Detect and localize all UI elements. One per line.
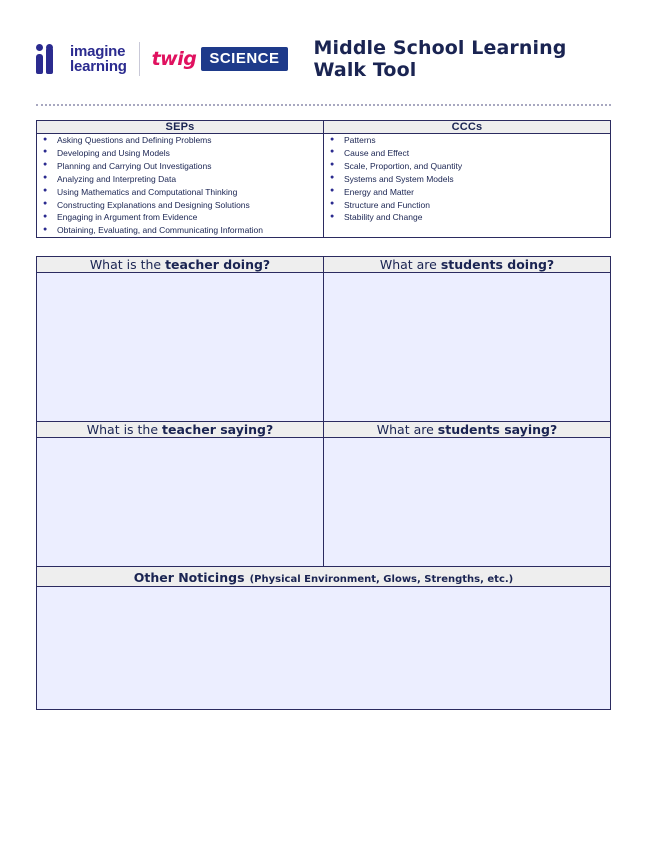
list-item: ● Using Mathematics and Computational Thinking bbox=[55, 186, 323, 198]
cccs-list bbox=[324, 134, 610, 224]
twig-science-logo bbox=[152, 47, 288, 71]
teacher-saying-prefix: What is the bbox=[86, 422, 163, 438]
list-item: ● Asking Questions and Defining Problems bbox=[55, 134, 323, 146]
students-doing-emphasis: students doing? bbox=[440, 257, 555, 273]
students-doing-header bbox=[324, 257, 611, 273]
other-noticings-header-row bbox=[37, 567, 611, 587]
twig-wordmark: twig bbox=[151, 48, 197, 70]
observation-grid bbox=[36, 256, 611, 710]
list-item: ● Scale, Proportion, and Quantity bbox=[342, 160, 610, 172]
imagine-learning-logo bbox=[36, 44, 127, 74]
students-saying-input[interactable] bbox=[324, 438, 611, 567]
students-saying-prefix: What are bbox=[376, 422, 438, 438]
logo-divider bbox=[139, 42, 140, 76]
list-item: ● Patterns bbox=[342, 134, 610, 146]
list-item: ● Developing and Using Models bbox=[55, 147, 323, 159]
header-dotted-divider bbox=[36, 104, 611, 106]
list-item: ● Constructing Explanations and Designing Solutions bbox=[55, 199, 323, 211]
other-noticings-subtitle: (Physical Environment, Glows, Strengths, etc.) bbox=[249, 574, 514, 586]
list-item: ● Obtaining, Evaluating, and Communicating Information bbox=[55, 224, 323, 236]
doing-answer-row bbox=[37, 273, 611, 422]
list-item: ● Planning and Carrying Out Investigations bbox=[55, 160, 323, 172]
cccs-cell bbox=[324, 134, 611, 238]
seps-list bbox=[37, 134, 323, 237]
other-noticings-header bbox=[37, 567, 611, 587]
students-doing-input[interactable] bbox=[324, 273, 611, 422]
students-saying-header bbox=[324, 422, 611, 438]
imagine-learning-mark-icon bbox=[36, 44, 64, 74]
list-item: ● Cause and Effect bbox=[342, 147, 610, 159]
teacher-doing-emphasis: teacher doing? bbox=[165, 257, 271, 273]
teacher-doing-header bbox=[37, 257, 324, 273]
students-doing-prefix: What are bbox=[379, 257, 441, 273]
other-noticings-input[interactable] bbox=[37, 587, 611, 710]
table-body-row bbox=[37, 134, 611, 238]
teacher-saying-header-row bbox=[37, 422, 611, 438]
saying-answer-row bbox=[37, 438, 611, 567]
page-title: Middle School Learning Walk Tool bbox=[313, 37, 567, 81]
teacher-saying-header bbox=[37, 422, 324, 438]
list-item: ● Systems and System Models bbox=[342, 173, 610, 185]
list-item: ● Engaging in Argument from Evidence bbox=[55, 211, 323, 223]
other-noticings-title: Other Noticings bbox=[133, 570, 245, 586]
teacher-doing-header-row bbox=[37, 257, 611, 273]
teacher-doing-prefix: What is the bbox=[89, 257, 166, 273]
document-header bbox=[36, 0, 611, 90]
list-item: ● Analyzing and Interpreting Data bbox=[55, 173, 323, 185]
teacher-doing-input[interactable] bbox=[37, 273, 324, 422]
table-header-row bbox=[37, 121, 611, 134]
logo-line-2: learning bbox=[70, 58, 127, 75]
other-noticings-answer-row bbox=[37, 587, 611, 710]
list-item: ● Energy and Matter bbox=[342, 186, 610, 198]
list-item: ● Structure and Function bbox=[342, 199, 610, 211]
practices-table bbox=[36, 120, 611, 238]
logo-line-1: imagine bbox=[70, 43, 126, 60]
seps-header: SEPs bbox=[37, 121, 324, 134]
seps-cell bbox=[37, 134, 324, 238]
science-badge: SCIENCE bbox=[201, 47, 287, 71]
cccs-header: CCCs bbox=[324, 121, 611, 134]
students-saying-emphasis: students saying? bbox=[437, 422, 558, 438]
teacher-saying-input[interactable] bbox=[37, 438, 324, 567]
list-item: ● Stability and Change bbox=[342, 211, 610, 223]
teacher-saying-emphasis: teacher saying? bbox=[162, 422, 274, 438]
